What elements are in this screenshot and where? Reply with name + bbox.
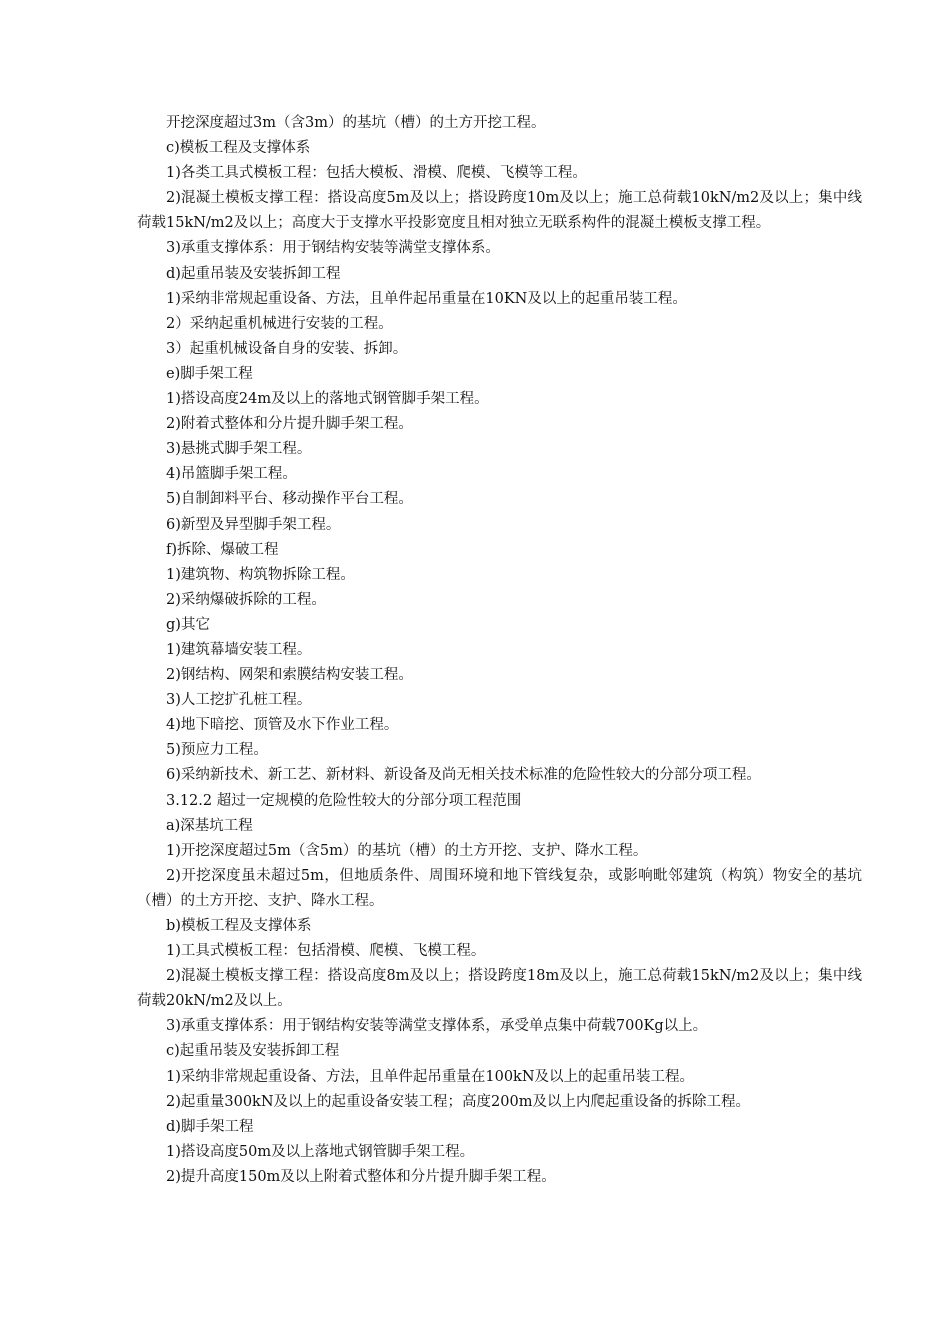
paragraph: 1)开挖深度超过5m（含5m）的基坑（槽）的土方开挖、支护、降水工程。 <box>166 842 648 859</box>
paragraph: 2）采纳起重机械进行安装的工程。 <box>166 315 393 332</box>
section-heading: c)模板工程及支撑体系 <box>166 140 311 157</box>
section-heading: e)脚手架工程 <box>166 365 253 382</box>
section-heading: 3.12.2 超过一定规模的危险性较大的分部分项工程范围 <box>166 792 522 809</box>
paragraph: 1)各类工具式模板工程：包括大模板、滑模、爬模、飞模等工程。 <box>166 165 587 182</box>
paragraph: 1)搭设高度50m及以上落地式钢管脚手架工程。 <box>166 1143 475 1160</box>
paragraph: 3)承重支撑体系：用于钢结构安装等满堂支撑体系，承受单点集中荷载700Kg以上。 <box>166 1018 708 1035</box>
paragraph: 3）起重机械设备自身的安装、拆卸。 <box>166 340 408 357</box>
paragraph: 3)人工挖扩孔桩工程。 <box>166 692 312 709</box>
paragraph: 1)搭设高度24m及以上的落地式钢管脚手架工程。 <box>166 391 489 408</box>
paragraph: 1)工具式模板工程：包括滑模、爬模、飞模工程。 <box>166 943 486 960</box>
paragraph: 1)建筑物、构筑物拆除工程。 <box>166 566 355 583</box>
paragraph: 6)采纳新技术、新工艺、新材料、新设备及尚无相关技术标准的危险性较大的分部分项工程。 <box>166 767 761 784</box>
paragraph: 2)混凝土模板支撑工程：搭设高度8m及以上；搭设跨度18m及以上，施工总荷载15kN/m2及以上；集中线荷载20kN/m2及以上。 <box>137 968 862 1010</box>
section-heading: b)模板工程及支撑体系 <box>166 918 312 934</box>
section-heading: f)拆除、爆破工程 <box>166 541 279 558</box>
paragraph: 1)采纳非常规起重设备、方法，且单件起吊重量在10KN及以上的起重吊装工程。 <box>166 290 687 307</box>
paragraph: 4)地下暗挖、顶管及水下作业工程。 <box>166 717 399 734</box>
paragraph: 1)建筑幕墙安装工程。 <box>166 641 312 658</box>
paragraph: 3)悬挑式脚手架工程。 <box>166 441 312 458</box>
paragraph: 2)采纳爆破拆除的工程。 <box>166 591 326 608</box>
paragraph: 6)新型及异型脚手架工程。 <box>166 516 341 533</box>
paragraph: 2)钢结构、网架和索膜结构安装工程。 <box>166 667 413 684</box>
paragraph: 开挖深度超过3m（含3m）的基坑（槽）的土方开挖工程。 <box>166 115 546 131</box>
section-heading: d)起重吊装及安装拆卸工程 <box>166 265 341 282</box>
paragraph: 4)吊篮脚手架工程。 <box>166 466 297 483</box>
paragraph: 2)起重量300kN及以上的起重设备安装工程；高度200m及以上内爬起重设备的拆除工程。 <box>166 1093 750 1110</box>
paragraph: 2)开挖深度虽未超过5m，但地质条件、周围环境和地下管线复杂，或影响毗邻建筑（构筑）物安全的基坑（槽）的土方开挖、支护、降水工程。 <box>137 867 862 909</box>
document-body <box>137 111 862 1190</box>
paragraph: 2)提升高度150m及以上附着式整体和分片提升脚手架工程。 <box>166 1168 556 1185</box>
section-heading: a)深基坑工程 <box>166 817 253 834</box>
paragraph: 2)混凝土模板支撑工程：搭设高度5m及以上；搭设跨度10m及以上；施工总荷载10kN/m2及以上；集中线荷载15kN/m2及以上；高度大于支撑水平投影宽度且相对独立无联系构件的混凝土模板支撑工程。 <box>137 190 862 232</box>
paragraph: 1)采纳非常规起重设备、方法，且单件起吊重量在100kN及以上的起重吊装工程。 <box>166 1068 695 1085</box>
paragraph: 3)承重支撑体系：用于钢结构安装等满堂支撑体系。 <box>166 240 500 257</box>
paragraph: 2)附着式整体和分片提升脚手架工程。 <box>166 416 413 433</box>
section-heading: c)起重吊装及安装拆卸工程 <box>166 1043 340 1060</box>
section-heading: d)脚手架工程 <box>166 1118 254 1135</box>
paragraph: 5)预应力工程。 <box>166 742 268 759</box>
paragraph: 5)自制卸料平台、移动操作平台工程。 <box>166 491 413 508</box>
section-heading: g)其它 <box>166 616 210 633</box>
